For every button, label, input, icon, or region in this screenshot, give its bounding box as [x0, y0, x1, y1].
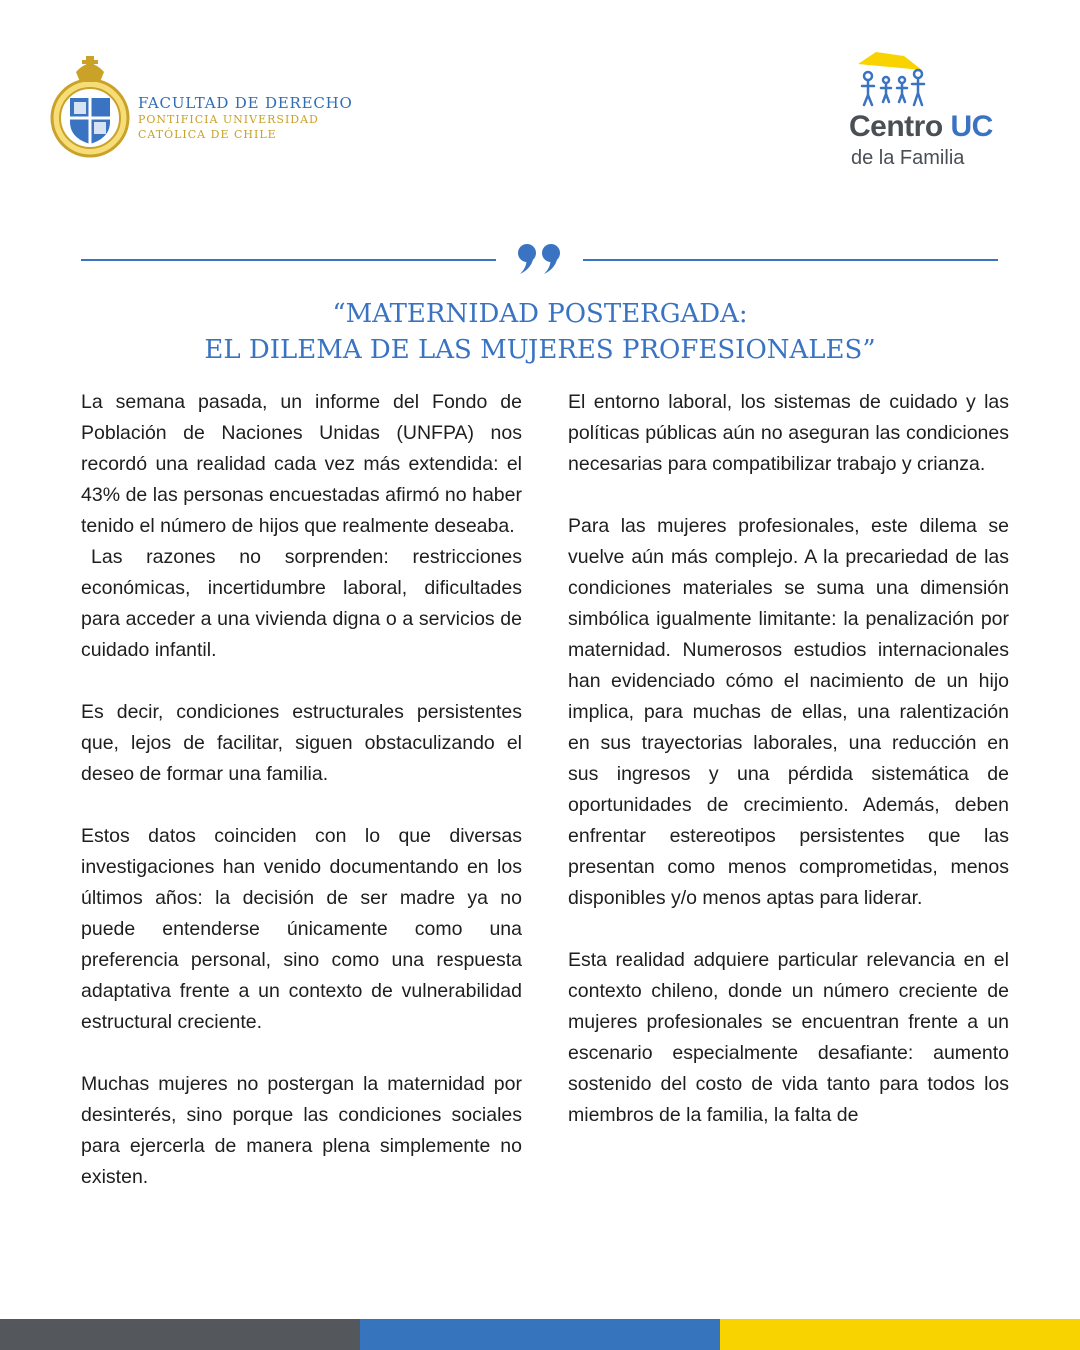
page-title — [0, 296, 1080, 368]
centro-word: Centro — [849, 110, 943, 143]
paragraph: La semana pasada, un informe del Fondo de Población de Naciones Unidas (UNFPA) nos recordó una realidad cada vez más extendida: el 43% de las personas encuestadas afirmó no haber tenido el número de hijos que realmente deseaba. — [81, 391, 522, 537]
university-crest-icon — [48, 52, 132, 160]
centro-familia-text: de la Familia — [851, 147, 965, 169]
title-line-1: “MATERNIDAD POSTERGADA: — [332, 299, 748, 329]
paragraph: Estos datos coinciden con lo que diversas investigaciones han venido documentando en los últimos años: la decisión de ser madre ya no puede entenderse únicamente como una preferencia personal, sino como una respuesta adaptativa frente a un contexto de vulnerabilidad estructural creciente. — [81, 825, 522, 1033]
divider-right — [583, 259, 998, 261]
faculty-subtitle-line2: CATÓLICA DE CHILE — [138, 128, 277, 141]
faculty-subtitle-line1: PONTIFICIA UNIVERSIDAD — [138, 113, 319, 126]
footer-bar-yellow — [720, 1319, 1080, 1350]
left-column — [81, 387, 522, 1193]
paragraph: Esta realidad adquiere particular relevancia en el contexto chileno, donde un número creciente de mujeres profesionales se encuentran frente a un escenario especialmente desafiante: aumento sostenido del costo de vida tanto para todos los miembros de la familia, la falta de — [568, 949, 1009, 1126]
paragraph: El entorno laboral, los sistemas de cuidado y las políticas públicas aún no aseguran las condiciones necesarias para compatibilizar trabajo y crianza. — [568, 391, 1009, 475]
family-icon — [850, 50, 930, 110]
title-line-2: EL DILEMA DE LAS MUJERES PROFESIONALES” — [204, 335, 876, 365]
paragraph: Las razones no sorprenden: restricciones económicas, incertidumbre laboral, dificultades para acceder a una vivienda digna o a servicios de cuidado infantil. — [81, 546, 522, 661]
centro-uc-word: UC — [950, 110, 993, 143]
paragraph: Muchas mujeres no postergan la maternidad por desinterés, sino porque las condiciones sociales para ejercerla de manera plena simplemente no existen. — [81, 1073, 522, 1188]
footer-bar-blue — [360, 1319, 720, 1350]
divider-left — [81, 259, 496, 261]
faculty-title: FACULTAD DE DERECHO — [138, 94, 353, 112]
quote-icon — [514, 232, 566, 284]
centro-uc-logo — [845, 50, 1025, 175]
paragraph: Para las mujeres profesionales, este dilema se vuelve aún más complejo. A la precariedad de las condiciones materiales se suma una dimensión simbólica igualmente limitante: la penalización por maternidad. Numerosos estudios internacionales han evidenciado cómo el nacimiento de un hijo implica, para muchas de ellas, una ralentización en sus trayectorias laborales, una reducción en sus ingresos y una pérdida sistemática de oportunidades de crecimiento. Además, deben enfrentar estereotipos persistentes que las presentan como menos comprometidas, menos disponibles y/o menos aptas para liderar. — [568, 515, 1009, 909]
faculty-logo — [48, 52, 388, 162]
footer-bar-gray — [0, 1319, 360, 1350]
paragraph: Es decir, condiciones estructurales persistentes que, lejos de facilitar, siguen obstaculizando el deseo de formar una familia. — [81, 701, 522, 785]
right-column — [568, 387, 1009, 1131]
